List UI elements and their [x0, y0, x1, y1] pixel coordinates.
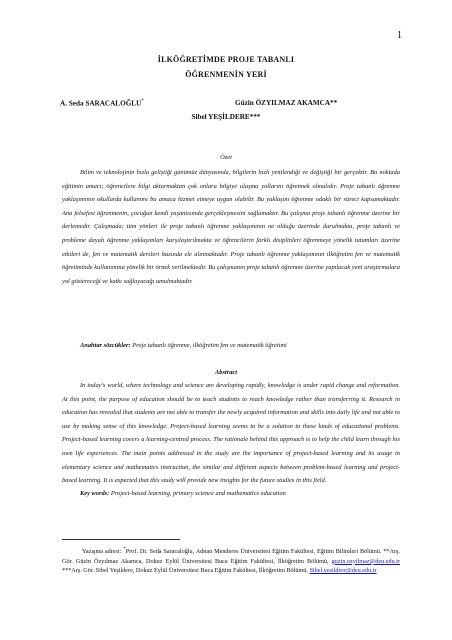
title-line-1: İLKÖĞRETİMDE PROJE TABANLI: [157, 55, 295, 64]
keywords-tr: [80, 342, 400, 349]
email-link-1[interactable]: guzin.ozyilmaz@deu.edu.tr: [331, 557, 400, 565]
footnote-part-3: ***Arş. Gör. Sibel Yeşildere, Dokuz Eylül Üniversitesi Buca Eğitim Fakültesi, İlköğretim Bölümü,: [62, 567, 310, 575]
ozet-heading: Özet: [220, 154, 232, 161]
footnote-part-2: Prof. Dr. Seda Saracaloğlu, Adnan Menderes Üniversitesi Eğitim Fakültesi, Eğitim Bilimleri Bölümü. **Arş. Gör. Güzin Özyılmaz Akamca, Dokuz Eylül Üniversitesi Buca Eğitim Fakültesi, İlköğretim Bölümü,: [62, 548, 400, 565]
author-3: Sibel YEŞİLDERE***: [191, 113, 261, 121]
abstract-body: In today's world, where technology and science are developing rapidly, knowledge is under rapid change and reformation. At this point, the purpose of education should be to teach students to reach knowledge rather than transferring it. Research in education has revealed that students are not able to transfer the newly acquired information and skills into daily life and not able to use by making sense of this knowledge. Project-based learning seems to be a solution to these kinds of educational problems. Project-based learning covers a learning-centred process. The rationale behind this approach is to help the child learn through his own life experiences. The main points addressed in the study are the importance of project-based learning and its usage in elementary science and mathematics instruction, the similar and different aspects between problem-based learning and project-based learning. It is expected that this study will provide new insights for the future studies in this field.: [62, 382, 400, 485]
title-line-2: ÖĞRENMENİN YERİ: [185, 70, 267, 79]
author-1: [60, 99, 144, 107]
author-2: Güzin ÖZYILMAZ AKAMCA**: [235, 99, 338, 107]
keywords-tr-text: Proje tabanlı öğrenme, ilköğretim fen ve matematik öğretimi: [130, 342, 287, 349]
keywords-en-label: Key words:: [80, 490, 110, 497]
footnote-rule: [62, 539, 180, 540]
abstract-heading: Abstract: [214, 369, 237, 376]
email-link-2[interactable]: Sibel.yesildere@deu.edu.tr: [309, 567, 377, 575]
footnote: [62, 545, 400, 576]
footnote-mark: *: [123, 547, 126, 552]
keywords-en-text: Project-based learning, primary science and mathematics education: [109, 490, 286, 497]
author-1-name: A. Seda SARACALOĞLU: [60, 99, 142, 108]
page-number: 1: [397, 30, 402, 41]
paper-title: [0, 52, 452, 82]
footnote-part-1: Yazışma adresi:: [82, 548, 124, 556]
ozet-body: Bilim ve teknolojinin hızla geliştiği günümüz dünyasında, bilgilerin hızlı yenilendiği ve değiştiği bir gerçektir. Bu noktada eğitimin amacı; öğrencilere bilgi aktarmaktan çok onlara bilgiye ulaşma yollarını öğretmek olmalıdır. Proje tabanlı öğrenme yaklaşımının okullarda kullanımı bu amaca hizmet etmeye uygun olabilir. Bu yaklaşım öğrenme odaklı bir süreci kapsamaktadır. Ana felsefesi öğrenmenin, çocuğun kendi yaşantısında gerçekleşmesini sağlamaktır. Bu çalışma proje tabanlı öğrenme üzerine bir derlemedir. Çalışmada; tüm yönleri ile proje tabanlı öğrenme yaklaşımının ne olduğu üzerinde durulmakta, proje tabanlı ve probleme dayalı öğrenme yaklaşımları karşılaştırılmakta ve öğrencilerin farklı disiplinleri öğrenmeye yönelik tutumları üzerine etkileri de, fen ve matematik dersleri bazında ele alınmaktadır. Proje tabanlı öğrenme yaklaşımının ilköğretim fen ve matematik öğretiminde kullanımına yönelik bir örnek verilmektedir. Bu çalışmanın proje tabanlı öğrenme üzerine yapılacak yeni araştırmalara yol göstereceği ve katkı sağlayacağı umulmaktadır.: [62, 169, 400, 285]
keywords-tr-label: Anahtar sözcükler:: [80, 342, 131, 349]
author-1-mark: *: [141, 99, 144, 104]
keywords-en: [80, 490, 400, 497]
